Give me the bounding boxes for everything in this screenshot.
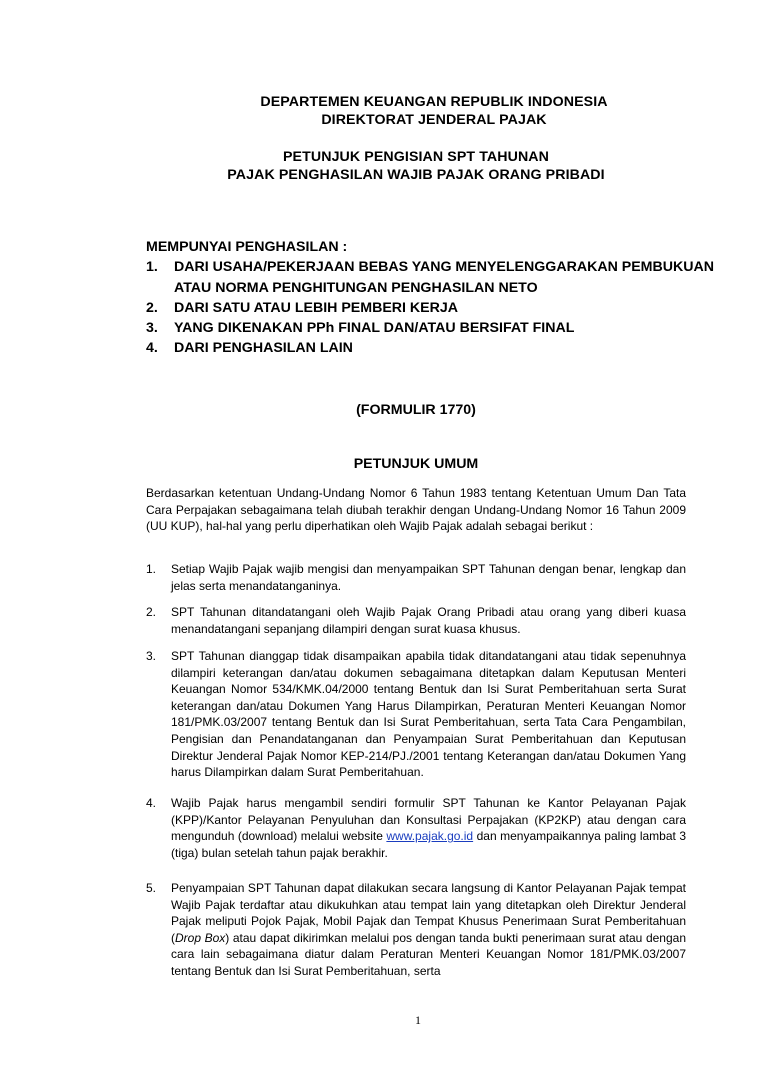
list-item-text-part: Wajib Pajak harus mengambil sendiri formulir SPT Tahunan ke Kantor Pelayanan Pajak (KPP)/Kantor Pelayanan Penyuluhan dan Konsultasi Perpajakan (KP2KP) atau dengan cara mengunduh (download) melalui website bbox=[171, 796, 686, 844]
income-title: MEMPUNYAI PENGHASILAN : bbox=[146, 239, 348, 255]
list-item-text-part: ) atau dapat dikirimkan melalui pos dengan tanda bukti penerimaan surat atau dengan cara lain sebagaimana diatur dalam Peraturan Menteri Keuangan Nomor 181/PMK.03/2007 tentang Bentuk dan Isi Surat Pemberitahuan, serta bbox=[171, 930, 686, 978]
list-item-text bbox=[171, 880, 686, 980]
list-item-number: 5. bbox=[146, 881, 157, 895]
website-link[interactable]: www.pajak.go.id bbox=[386, 829, 474, 844]
income-item-text: YANG DIKENAKAN PPh FINAL DAN/ATAU BERSIFAT FINAL bbox=[174, 320, 575, 336]
list-item-number: 3. bbox=[146, 649, 157, 663]
list-item-number: 4. bbox=[146, 796, 157, 810]
income-item-number: 2. bbox=[146, 300, 158, 316]
income-item-number: 3. bbox=[146, 320, 158, 336]
directorate-heading: DIREKTORAT JENDERAL PAJAK bbox=[321, 112, 547, 128]
section-title: PETUNJUK UMUM bbox=[353, 456, 479, 472]
drop-box-term: Drop Box bbox=[175, 930, 226, 945]
income-item-text: DARI SATU ATAU LEBIH PEMBERI KERJA bbox=[174, 300, 459, 316]
intro-paragraph: Berdasarkan ketentuan Undang-Undang Nomor 6 Tahun 1983 tentang Ketentuan Umum Dan Tata Cara Perpajakan sebagaimana telah diubah terakhir dengan Undang-Undang Nomor 16 Tahun 2009 (UU KUP), hal-hal yang perlu diperhatikan oleh Wajib Pajak adalah sebagai berikut : bbox=[146, 486, 686, 534]
income-item-text: DARI PENGHASILAN LAIN bbox=[174, 340, 353, 356]
income-item-number: 1. bbox=[146, 259, 158, 275]
income-item-number: 4. bbox=[146, 340, 158, 356]
list-item-text: SPT Tahunan dianggap tidak disampaikan apabila tidak ditandatangani atau tidak sepenuhnya dilampiri keterangan dan/atau dokumen sebagaimana ditetapkan dalam Keputusan Menteri Keuangan Nomor 534/KMK.04/2000 tentang Bentuk dan Isi Surat Pemberitahuan serta Surat keterangan dan/atau Dokumen Yang Harus Dilampirkan, Peraturan Menteri Keuangan Nomor 181/PMK.03/2007 tentang Bentuk dan Isi Surat Pemberitahuan, serta Tata Cara Pengambilan, Pengisian dan Penandatanganan dan Penyampaian Surat Pemberitahuan dan Keputusan Direktur Jenderal Pajak Nomor KEP-214/PJ./2001 tentang Keterangan dan/atau Dokumen Yang harus Dilampirkan dalam Surat Pemberitahuan. bbox=[171, 649, 686, 780]
document-subtitle: PAJAK PENGHASILAN WAJIB PAJAK ORANG PRIBADI bbox=[227, 167, 605, 183]
list-item-text: SPT Tahunan ditandatangani oleh Wajib Pajak Orang Pribadi atau orang yang diberi kuasa menandatangani sepanjang dilampiri dengan surat kuasa khusus. bbox=[171, 605, 686, 636]
list-item-text-part: Penyampaian SPT Tahunan dapat dilakukan secara langsung di Kantor Pelayanan Pajak tempat Wajib Pajak terdaftar atau dikukuhkan atau tempat lain yang ditetapkan oleh Direktur Jenderal Pajak meliputi Pojok Pajak, Mobil Pajak dan Tempat Khusus Penerimaan Surat Pemberitahuan ( bbox=[171, 881, 686, 945]
income-item-text: DARI USAHA/PEKERJAAN BEBAS YANG MENYELENGGARAKAN PEMBUKUAN ATAU NORMA PENGHITUNGAN PENGHASILAN NETO bbox=[174, 259, 714, 296]
ministry-heading: DEPARTEMEN KEUANGAN REPUBLIK INDONESIA bbox=[260, 94, 608, 110]
list-item-number: 1. bbox=[146, 562, 157, 576]
page-number: 1 bbox=[415, 1013, 421, 1027]
form-code: (FORMULIR 1770) bbox=[356, 402, 476, 418]
list-item-text bbox=[171, 795, 686, 861]
list-item-number: 2. bbox=[146, 605, 157, 619]
list-item-text: Setiap Wajib Pajak wajib mengisi dan menyampaikan SPT Tahunan dengan benar, lengkap dan jelas serta menandatanganinya. bbox=[171, 562, 686, 593]
document-title: PETUNJUK PENGISIAN SPT TAHUNAN bbox=[282, 149, 549, 165]
list-item-text-part: dan menyampaikannya paling lambat 3 (tiga) bulan setelah tahun pajak berakhir. bbox=[171, 829, 686, 860]
